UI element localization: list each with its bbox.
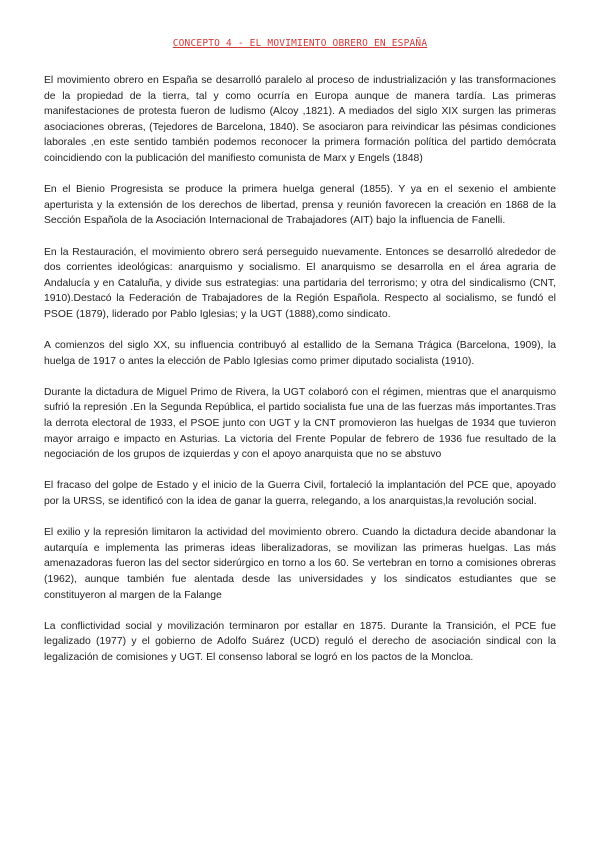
paragraph-restauracion: En la Restauración, el movimiento obrero será perseguido nuevamente. Entonces se desarrolló alrededor de dos corrientes ideológicas: anarquismo y socialismo. El anarquismo se desarrolla en el área agraria de Andalucía y en Cataluña, y divide sus estrategias: una partidaria del terrorismo; y otra del sindicalismo (CNT, 1910).Destacó la Federación de Trabajadores de la Región Española. Respecto al socialismo, se fundó el PSOE (1879), liderado por Pablo Iglesias; y la UGT (1888),como sindicato. <box>44 246 556 320</box>
paragraph-bienio-progresista: En el Bienio Progresista se produce la primera huelga general (1855). Y ya en el sexenio el ambiente aperturista y la extensión de los derechos de libertad, prensa y reunión favorecen la creación en 1868 de la Sección Española de la Asociación Internacional de Trabajadores (AIT) bajo la influencia de Fanelli. <box>44 184 556 227</box>
paragraph-exilio-represion: El exilio y la represión limitaron la actividad del movimiento obrero. Cuando la dictadura decide abandonar la autarquía e implementa las primeras ideas liberalizadoras, se movilizan las primeras huelgas. Las más amenazadoras fueron las del sector siderúrgico en torno a los 60. Se vertebran en torno a comisiones obreras (1962), aunque también fue alentada desde las universidades y los sindicatos estudiantes que se constituyeron al margen de la Falange <box>44 527 556 601</box>
paragraph-primo-de-rivera: Durante la dictadura de Miguel Primo de Rivera, la UGT colaboró con el régimen, mientras que el anarquismo sufrió la represión .En la Segunda República, el partido socialista fue una de las fuerzas más importantes.Tras la derrota electoral de 1933, el PSOE junto con UGT y la CNT promovieron las huelgas de 1934 que tuvieron mayor arraigo e impacto en Asturias. La victoria del Frente Popular de febrero de 1936 fue resultado de la negociación de los grupos de izquierdas y con el apoyo anarquista que no se abstuvo <box>44 386 556 461</box>
paragraph-origins: El movimiento obrero en España se desarrolló paralelo al proceso de industrialización y las transformaciones de la propiedad de la tierra, tal y como ocurría en Europa aunque de manera tardía. Las primeras manifestaciones de protesta fueron de ludismo (Alcoy ,1821). A mediados del siglo XIX surgen las primeras asociaciones obreras, (Tejedores de Barcelona, 1840). Se asociaron para reivindicar las pésimas condiciones laborales ,en este sentido también podemos reconocer la primera formación política del partido demócrata coincidiendo con la publicación del manifiesto comunista de Marx y Engels (1848) <box>44 75 556 164</box>
paragraph-transicion: La conflictividad social y movilización terminaron por estallar en 1875. Durante la Transición, el PCE fue legalizado (1977) y el gobierno de Adolfo Suárez (UCD) reguló el derecho de asociación sindical con la legalización de comisiones y UGT. El consenso laboral se logró en los pactos de la Moncloa. <box>44 620 556 663</box>
page-title: CONCEPTO 4 - EL MOVIMIENTO OBRERO EN ESPAÑA <box>172 38 428 49</box>
paragraph-guerra-civil: El fracaso del golpe de Estado y el inicio de la Guerra Civil, fortaleció la implantación del PCE que, apoyado por la URSS, se identificó con la idea de ganar la guerra, relegando, a los anarquistas,la revolución social. <box>44 480 556 508</box>
paragraph-siglo-xx: A comienzos del siglo XX, su influencia contribuyó al estallido de la Semana Trágica (Barcelona, 1909), la huelga de 1917 o antes la elección de Pablo Iglesias como primer diputado socialista (1910). <box>44 340 556 367</box>
